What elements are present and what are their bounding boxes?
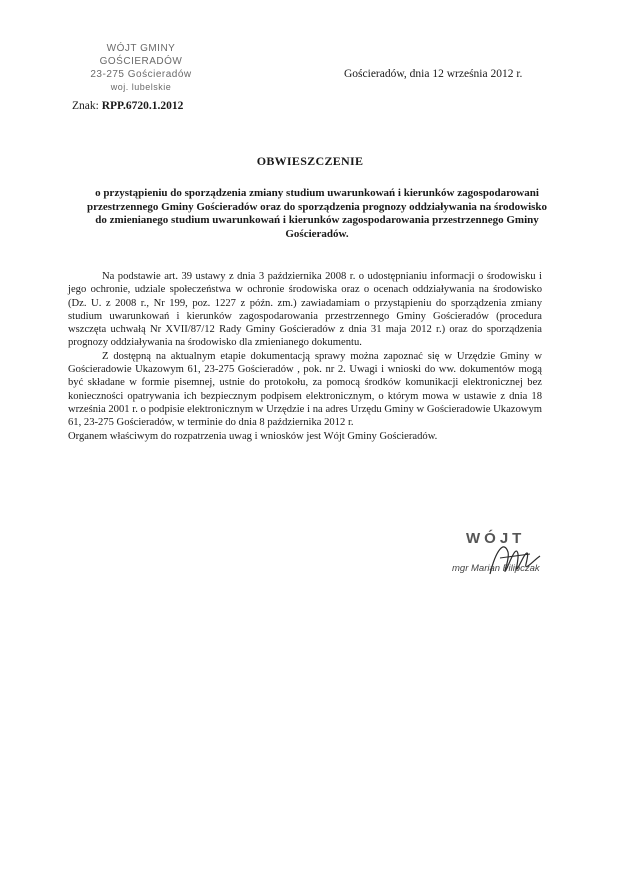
signatory-name: mgr Marian Filipczak xyxy=(452,563,540,574)
reference-line xyxy=(72,100,183,112)
document-date: Gościeradów, dnia 12 września 2012 r. xyxy=(344,68,523,80)
document-body xyxy=(68,270,542,443)
body-paragraph-authority: Organem właściwym do rozpatrzenia uwag i wniosków jest Wójt Gminy Gościeradów. xyxy=(68,430,438,442)
stamp-line-office: WÓJT GMINY GOŚCIERADÓW xyxy=(99,43,183,67)
document-title: OBWIESZCZENIE xyxy=(256,154,364,168)
signature-block xyxy=(452,530,582,590)
stamp-line-region: woj. lubelskie xyxy=(110,82,172,92)
reference-number: RPP.6720.1.2012 xyxy=(101,100,184,112)
body-paragraph-consultation: Z dostępną na aktualnym etapie dokumentacją sprawy można zapoznać się w Urzędzie Gminy w Gościeradowie Ukazowym 61, 23-275 Gościeradów , pok. nr 2. Uwagi i wnioski do ww. dokumentów mogą być składane w formie pisemnej, ustnie do protokołu, za pomocą środków komunikacji elektronicznej bez konieczności opatrywania ich bezpiecznym podpisem elektronicznym, o którym mowa w ustawie z dnia 18 września 2001 r. o podpisie elektronicznym w Urzędzie i na adres Urzędu Gminy w Gościeradowie Ukazowym 61, 23-275 Gościeradów, w terminie do dnia 8 października 2012 r. xyxy=(68,350,542,429)
signature-stamp-title: WÓJT xyxy=(466,530,526,547)
office-stamp xyxy=(66,42,216,93)
reference-label: Znak: xyxy=(72,100,99,112)
body-paragraph-announcement: Na podstawie art. 39 ustawy z dnia 3 października 2008 r. o udostępnianiu informacji o środowisku i jego ochronie, udziale społeczeństwa w ochronie środowiska oraz o ocenach oddziaływania na środowisko (Dz. U. z 2008 r., Nr 199, poz. 1227 z późn. zm.) zawiadamiam o przystąpieniu do sporządzenia zmiany studium uwarunkowań i kierunków zagospodarowania przestrzennego Gminy Gościeradów (procedura wszczęta uchwałą Nr XVII/87/12 Rady Gminy Gościeradów z dnia 31 maja 2012 r.) oraz do sporządzenia prognozy oddziaływania na środowisko dla zmienianego dokumentu. xyxy=(68,271,542,349)
handwritten-signature-icon xyxy=(452,530,582,590)
document-subject: o przystąpieniu do sporządzenia zmiany studium uwarunkowań i kierunków zagospodarowani przestrzennego Gminy Gościeradów oraz do sporządzenia prognozy oddziaływania na środowisko do zmienianego studium uwarunkowań i kierunków zagospodarowania przestrzennego Gminy Gościeradów. xyxy=(86,187,548,240)
stamp-line-postcode: 23-275 Gościeradów xyxy=(90,69,192,80)
